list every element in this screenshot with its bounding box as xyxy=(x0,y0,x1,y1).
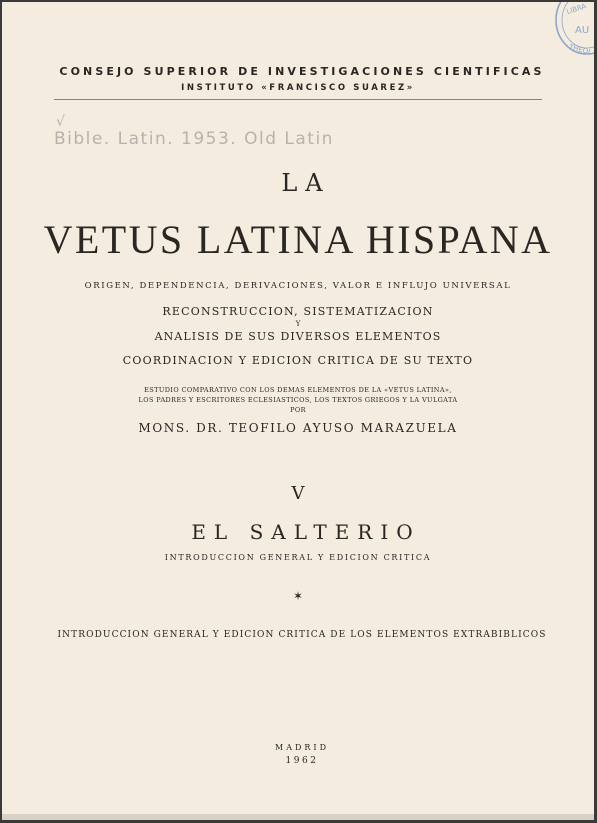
page-bottom-edge xyxy=(2,814,594,820)
study-line-por: POR xyxy=(290,406,306,414)
author-name: MONS. DR. TEOFILO AYUSO MARAZUELA xyxy=(138,421,458,435)
subtitle-origin: ORIGEN, DEPENDENCIA, DERIVACIONES, VALOR E INFLUJO UNIVERSAL xyxy=(84,281,512,291)
document-page xyxy=(2,2,594,820)
imprint-year: 1962 xyxy=(285,756,319,766)
subtitle-coordination: COORDINACION Y EDICION CRITICA DE SU TEXTO xyxy=(122,354,474,367)
subtitle-conjunction: Y xyxy=(295,320,301,328)
subtitle-analysis: ANALISIS DE SUS DIVERSOS ELEMENTOS xyxy=(154,330,442,343)
pencil-checkmark: √ xyxy=(56,114,65,130)
ornament-star-icon: ✶ xyxy=(292,589,304,603)
volume-number: V xyxy=(291,483,305,504)
volume-subtitle: INTRODUCCION GENERAL Y EDICION CRITICA xyxy=(164,553,432,562)
study-line: LOS PADRES Y ESCRITORES ECLESIASTICOS, LOS TEXTOS GRIEGOS Y LA VULGATA xyxy=(138,396,458,404)
study-line: ESTUDIO COMPARATIVO CON LOS DEMAS ELEMENTOS DE LA «VETUS LATINA», xyxy=(144,386,452,394)
title-article: LA xyxy=(281,169,331,197)
pencil-catalog-note: Bible. Latin. 1953. Old Latin xyxy=(54,129,334,149)
stamp-text-middle: AU xyxy=(575,25,590,36)
section-title: INTRODUCCION GENERAL Y EDICION CRITICA DE LOS ELEMENTOS EXTRABIBLICOS xyxy=(57,630,547,640)
stamp-text-bottom: THEOL xyxy=(568,43,593,57)
subtitle-reconstruction: RECONSTRUCCION, SISTEMATIZACION xyxy=(162,305,434,318)
main-title: VETUS LATINA HISPANA xyxy=(43,217,553,262)
library-stamp xyxy=(553,2,594,66)
stamp-text-top: LIBRA xyxy=(565,2,588,17)
header-rule xyxy=(54,99,542,100)
council-heading: CONSEJO SUPERIOR DE INVESTIGACIONES CIENTIFICAS xyxy=(59,65,545,78)
imprint-city: MADRID xyxy=(275,743,329,752)
volume-title: EL SALTERIO xyxy=(191,520,421,544)
institute-heading: INSTITUTO «FRANCISCO SUAREZ» xyxy=(181,83,415,93)
